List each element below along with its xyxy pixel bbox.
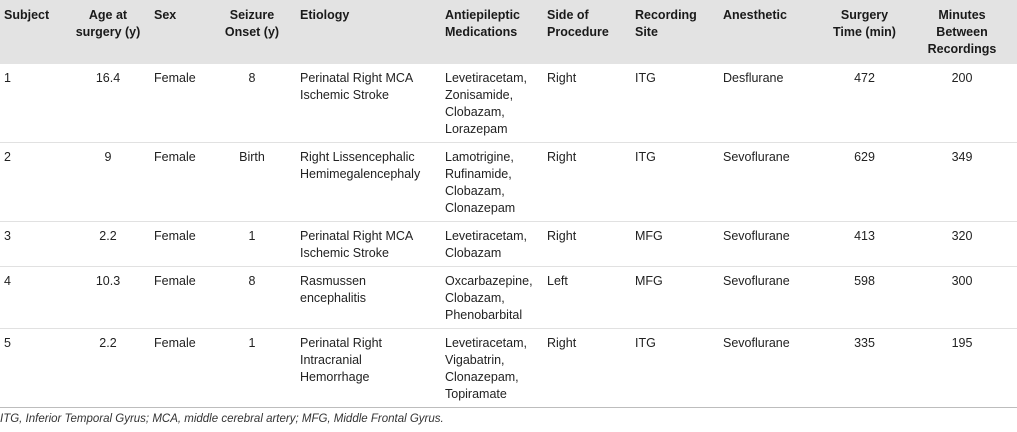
table-cell [66, 267, 150, 329]
cell-text: Intracranial [300, 353, 362, 367]
column-header-text: surgery (y) [75, 25, 141, 39]
cell-text: 1 [4, 71, 11, 85]
cell-text: Levetiracetam, [445, 229, 527, 243]
table-cell [150, 329, 208, 408]
table-cell [0, 222, 66, 267]
cell-text: Birth [239, 150, 265, 164]
table-cell [441, 329, 543, 408]
table-cell [907, 143, 1017, 222]
column-header-text: Recordings [927, 42, 997, 56]
table-cell [0, 267, 66, 329]
table-cell [719, 222, 822, 267]
cell-text: Female [154, 229, 196, 243]
table-row [0, 143, 1017, 222]
table-cell [150, 64, 208, 143]
table-cell [150, 267, 208, 329]
cell-text: Lorazepam [445, 122, 508, 136]
column-header-text: Anesthetic [723, 8, 787, 22]
table-cell [208, 329, 296, 408]
column-header [66, 0, 150, 64]
cell-text: 200 [951, 71, 973, 85]
table-cell [719, 64, 822, 143]
cell-text: Ischemic Stroke [300, 246, 389, 260]
column-header-text: Minutes Between [936, 8, 988, 39]
cell-text: MFG [635, 229, 663, 243]
table-cell [208, 64, 296, 143]
table-cell [296, 222, 441, 267]
table-cell [907, 329, 1017, 408]
table-row [0, 222, 1017, 267]
table-cell [907, 222, 1017, 267]
cell-text: 413 [854, 229, 875, 243]
cell-text: Sevoflurane [723, 274, 790, 288]
cell-text: Vigabatrin, [445, 353, 505, 367]
column-header [543, 0, 631, 64]
table-cell [719, 329, 822, 408]
table-cell [0, 64, 66, 143]
cell-text: Right [547, 71, 577, 85]
cell-text: Levetiracetam, [445, 336, 527, 350]
cell-text: 8 [248, 71, 256, 85]
cell-text: ITG [635, 71, 656, 85]
table-cell [631, 64, 719, 143]
cell-text: Sevoflurane [723, 336, 790, 350]
column-header-text: Onset (y) [224, 25, 280, 39]
table-cell [631, 143, 719, 222]
table-cell [441, 143, 543, 222]
cell-text: 2 [4, 150, 11, 164]
cell-text: 16.4 [95, 71, 121, 85]
cell-text: Zonisamide, [445, 88, 514, 102]
cell-text: 300 [951, 274, 973, 288]
table-cell [66, 222, 150, 267]
table-cell [543, 329, 631, 408]
table-cell [296, 267, 441, 329]
column-header-text: Subject [4, 8, 50, 22]
cell-text: ITG [635, 336, 656, 350]
table-cell [907, 267, 1017, 329]
cell-text: Perinatal Right MCA [300, 71, 414, 85]
cell-text: Perinatal Right [300, 336, 382, 350]
table-cell [631, 267, 719, 329]
table-cell [0, 143, 66, 222]
cell-text: Right [547, 229, 577, 243]
header-row [0, 0, 1017, 64]
column-header-text: Seizure [229, 8, 275, 22]
cell-text: ITG [635, 150, 656, 164]
column-header-text: Time (min) [833, 25, 896, 39]
table-row [0, 267, 1017, 329]
column-header [0, 0, 66, 64]
table-cell [0, 329, 66, 408]
cell-text: Topiramate [445, 387, 507, 401]
cell-text: Clobazam, [445, 105, 505, 119]
cell-text: Perinatal Right MCA [300, 229, 414, 243]
table-cell [66, 329, 150, 408]
column-header-text: Recording [635, 8, 697, 22]
cell-text: Sevoflurane [723, 229, 790, 243]
cell-text: 9 [104, 150, 112, 164]
table-body [0, 64, 1017, 408]
table-cell [441, 267, 543, 329]
table-cell [441, 64, 543, 143]
table-cell [543, 64, 631, 143]
cell-text: Levetiracetam, [445, 71, 527, 85]
table-cell [822, 222, 907, 267]
table-cell [543, 222, 631, 267]
cell-text: Ischemic Stroke [300, 88, 389, 102]
cell-text: Desflurane [723, 71, 784, 85]
table-row [0, 64, 1017, 143]
table-cell [822, 64, 907, 143]
table-cell [719, 267, 822, 329]
cell-text: Right Lissencephalic [300, 150, 415, 164]
column-header-text: Site [635, 25, 658, 39]
table-cell [822, 143, 907, 222]
table-cell [208, 267, 296, 329]
cell-text: Female [154, 150, 196, 164]
table-cell [150, 222, 208, 267]
cell-text: 1 [248, 229, 256, 243]
cell-text: 4 [4, 274, 11, 288]
table-header [0, 0, 1017, 64]
cell-text: 8 [248, 274, 256, 288]
cell-text: 629 [854, 150, 875, 164]
column-header [907, 0, 1017, 64]
cell-text: 2.2 [99, 229, 117, 243]
column-header [822, 0, 907, 64]
table-cell [822, 267, 907, 329]
cell-text: Sevoflurane [723, 150, 790, 164]
cell-text: 1 [248, 336, 256, 350]
table-cell [66, 143, 150, 222]
column-header-text: Surgery [840, 8, 889, 22]
table-cell [543, 267, 631, 329]
table-cell [543, 143, 631, 222]
cell-text: Rasmussen [300, 274, 366, 288]
cell-text: MFG [635, 274, 663, 288]
column-header [631, 0, 719, 64]
table-cell [719, 143, 822, 222]
column-header [719, 0, 822, 64]
column-header-text: Sex [154, 8, 177, 22]
cell-text: 5 [4, 336, 11, 350]
cell-text: Left [547, 274, 568, 288]
cell-text: Oxcarbazepine, [445, 274, 533, 288]
column-header [208, 0, 296, 64]
cell-text: Phenobarbital [445, 308, 523, 322]
table-cell [296, 64, 441, 143]
table-cell [66, 64, 150, 143]
cell-text: Right [547, 150, 577, 164]
column-header-text: Age at [88, 8, 128, 22]
cell-text: 195 [951, 336, 973, 350]
column-header [296, 0, 441, 64]
cell-text: Female [154, 336, 196, 350]
cell-text: 349 [951, 150, 973, 164]
table-cell [296, 143, 441, 222]
cell-text: 3 [4, 229, 11, 243]
cell-text: 335 [854, 336, 875, 350]
cell-text: Right [547, 336, 577, 350]
cell-text: Clobazam [445, 246, 502, 260]
cell-text: Rufinamide, [445, 167, 512, 181]
table-cell [907, 64, 1017, 143]
table-cell [441, 222, 543, 267]
cell-text: 598 [854, 274, 875, 288]
cell-text: Female [154, 71, 196, 85]
cell-text: Clonazepam [445, 201, 516, 215]
cell-text: 2.2 [99, 336, 117, 350]
column-header-text: Etiology [300, 8, 350, 22]
table-cell [822, 329, 907, 408]
cell-text: Hemorrhage [300, 370, 370, 384]
cell-text: Female [154, 274, 196, 288]
cell-text: 320 [951, 229, 973, 243]
column-header-text: Procedure [547, 25, 609, 39]
table-cell [296, 329, 441, 408]
column-header-text: Antiepileptic [445, 8, 521, 22]
table-cell [631, 329, 719, 408]
cell-text: Clonazepam, [445, 370, 519, 384]
cell-text: Clobazam, [445, 184, 505, 198]
cell-text: Hemimegalencephaly [300, 167, 421, 181]
table-row [0, 329, 1017, 408]
column-header [441, 0, 543, 64]
cell-text: Clobazam, [445, 291, 505, 305]
cell-text: encephalitis [300, 291, 367, 305]
cell-text: 10.3 [95, 274, 121, 288]
table-footnote: ITG, Inferior Temporal Gyrus; MCA, middle cerebral artery; MFG, Middle Frontal Gyrus. [0, 413, 444, 425]
column-header [150, 0, 208, 64]
table-cell [150, 143, 208, 222]
table-cell [631, 222, 719, 267]
cell-text: 472 [854, 71, 875, 85]
table-cell [208, 143, 296, 222]
column-header-text: Medications [445, 25, 518, 39]
table-cell [208, 222, 296, 267]
cell-text: Lamotrigine, [445, 150, 514, 164]
column-header-text: Side of [547, 8, 589, 22]
